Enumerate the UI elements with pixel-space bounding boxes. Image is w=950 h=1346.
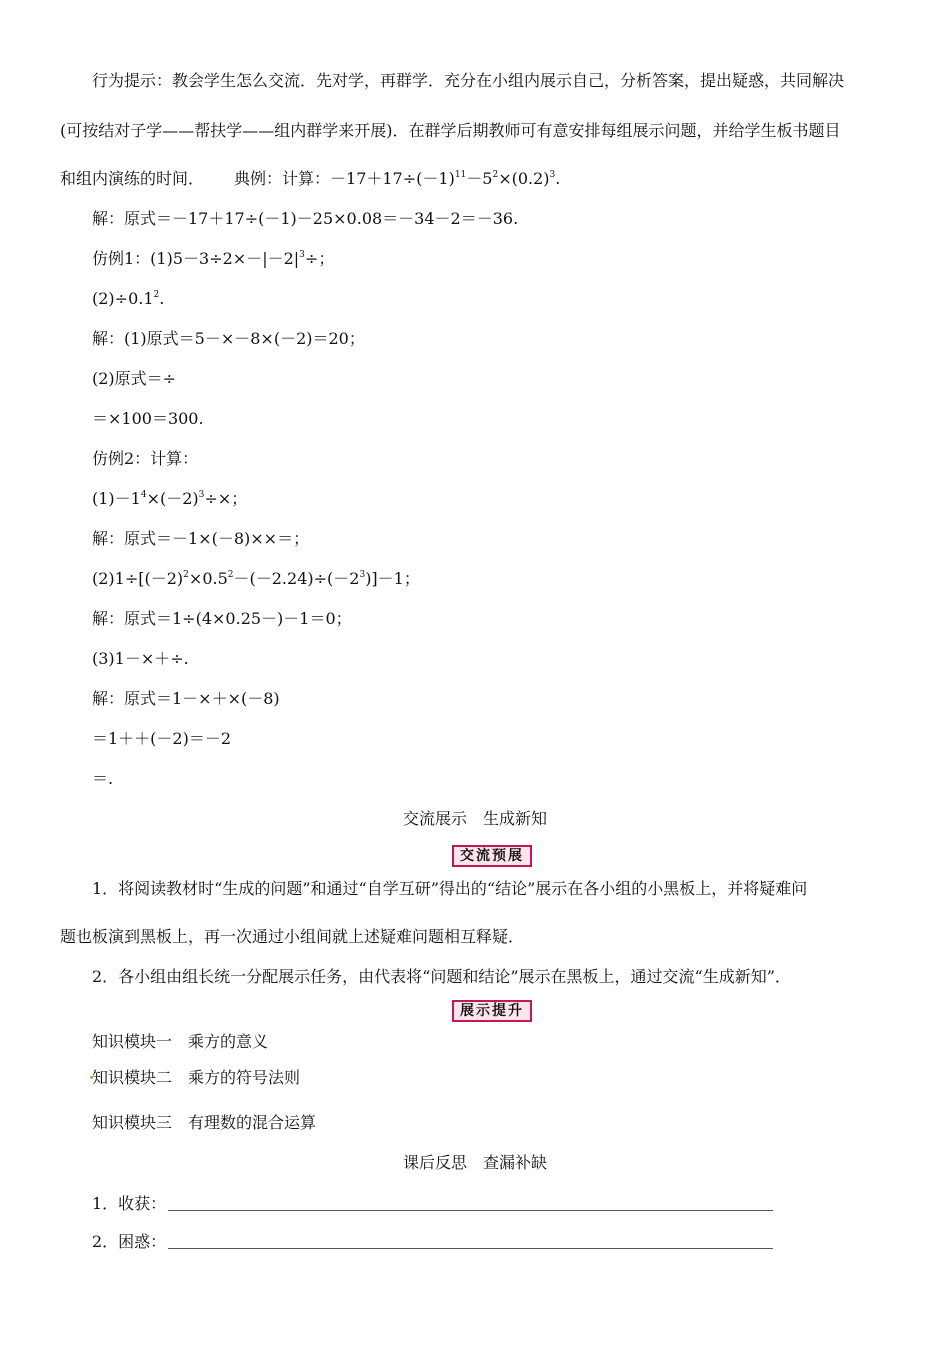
fangli2-q1 xyxy=(92,488,247,510)
fangli2-solution-2-text: 解：原式＝1÷( xyxy=(92,609,202,628)
example-expression: 典例：计算：－17＋17÷(－1) xyxy=(234,169,455,188)
fangli2-solution-3b: ＝1＋＋(－2)＝－2 xyxy=(92,729,232,748)
example-solution: 解：原式＝－17＋17÷(－1)－25×0.08＝－34－2＝－36. xyxy=(92,209,519,228)
exponent: 2 xyxy=(227,570,234,580)
item-1-line-1: 1．将阅读教材时“生成的问题”和通过“自学互研”得出的“结论”展示在各小组的小黑板上，并将疑难问 xyxy=(92,879,808,898)
fangli2-q2-text: (2)1÷[(－2) xyxy=(92,569,184,588)
example-expression-part: ×(0.2) xyxy=(498,169,550,188)
exponent: 3 xyxy=(299,250,305,260)
fangli2-solution-1: 解：原式＝－1×(－8)××＝； xyxy=(92,529,310,548)
intro-line-2: (可按结对子学——帮扶学——组内群学来开展)．在群学后期教师可有意安排每组展示问题，并给学生板书题目 xyxy=(60,121,841,140)
fangli2-solution-3: 解：原式＝1－×＋×(－8) xyxy=(92,689,280,708)
module-2: 知识模块二 乘方的符号法则 xyxy=(92,1068,301,1087)
reflect-doubt-label: 2．困惑： xyxy=(92,1232,167,1251)
fangli1-q2-text: (2)÷0.1 xyxy=(92,289,154,308)
fangli2-solution-3c: ＝. xyxy=(92,769,114,788)
reflect-gain-row xyxy=(92,1193,773,1215)
item-1-line-2: 题也板演到黑板上，再一次通过小组间就上述疑难问题相互释疑． xyxy=(60,927,525,946)
fangli2-q2-end: )]－1； xyxy=(365,569,420,588)
fangli1-q2 xyxy=(92,288,164,310)
fangli2-q2-part: －(－2.24)÷(－2 xyxy=(233,569,360,588)
fangli1-q1-text: 仿例1：(1)5－3÷2×－|－2| xyxy=(92,249,300,268)
fangli2-title: 仿例2：计算： xyxy=(92,449,199,468)
module-1: 知识模块一 乘方的意义 xyxy=(92,1032,269,1051)
fangli1-solution-2: (2)原式＝÷ xyxy=(92,369,177,388)
fangli2-q1-end: ÷×； xyxy=(204,489,248,508)
module-3: 知识模块三 有理数的混合运算 xyxy=(92,1113,317,1132)
intro-line-3-text: 和组内演练的时间． xyxy=(60,169,205,188)
exponent: 3 xyxy=(549,170,556,180)
fangli2-q1-text: (1)－1 xyxy=(92,489,141,508)
fangli2-solution-2-rest: 4×0.25－)－1＝0； xyxy=(201,609,352,628)
exponent: 3 xyxy=(359,570,366,580)
exponent: 2 xyxy=(183,570,189,580)
fangli2-q1-part: ×(－2) xyxy=(146,489,199,508)
badge-exchange-preview: 交流预展 xyxy=(452,845,532,867)
fangli2-q3: (3)1－×＋÷. xyxy=(92,649,189,668)
example-expression-end: . xyxy=(555,169,561,188)
reflect-doubt-row xyxy=(92,1231,773,1253)
doubt-answer-line[interactable] xyxy=(168,1234,773,1249)
exponent: 3 xyxy=(198,490,205,500)
fangli2-q2-part: ×0.5 xyxy=(188,569,228,588)
fangli1-q2-end: . xyxy=(159,289,165,308)
gain-answer-line[interactable] xyxy=(168,1196,773,1211)
fangli1-solution-1: 解：(1)原式＝5－×－8×(－2)＝20； xyxy=(92,329,365,348)
fangli1-solution-3: ＝×100＝300. xyxy=(92,409,204,428)
intro-line-3 xyxy=(60,168,560,190)
exponent: 4 xyxy=(140,490,147,500)
section-title-exchange: 交流展示 生成新知 xyxy=(402,809,547,828)
reflect-gain-label: 1．收获： xyxy=(92,1194,167,1213)
fangli1-q1 xyxy=(92,248,334,270)
badge-display-improve: 展示提升 xyxy=(452,1000,532,1022)
intro-line-1: 行为提示：教会学生怎么交流．先对学，再群学．充分在小组内展示自己，分析答案，提出疑惑，共同解决 xyxy=(92,71,845,90)
fangli1-q1-end: ÷； xyxy=(304,249,335,268)
exponent: 2 xyxy=(492,170,499,180)
exponent: 11 xyxy=(454,170,467,180)
example-expression-part: －5 xyxy=(466,169,493,188)
exponent: 2 xyxy=(153,290,160,300)
section-title-reflection: 课后反思 查漏补缺 xyxy=(402,1153,547,1172)
item-2: 2．各小组由组长统一分配展示任务，由代表将“问题和结论”展示在黑板上，通过交流“生成新知”． xyxy=(92,967,791,986)
fangli2-q2 xyxy=(92,568,420,590)
fangli2-solution-2 xyxy=(92,608,352,630)
